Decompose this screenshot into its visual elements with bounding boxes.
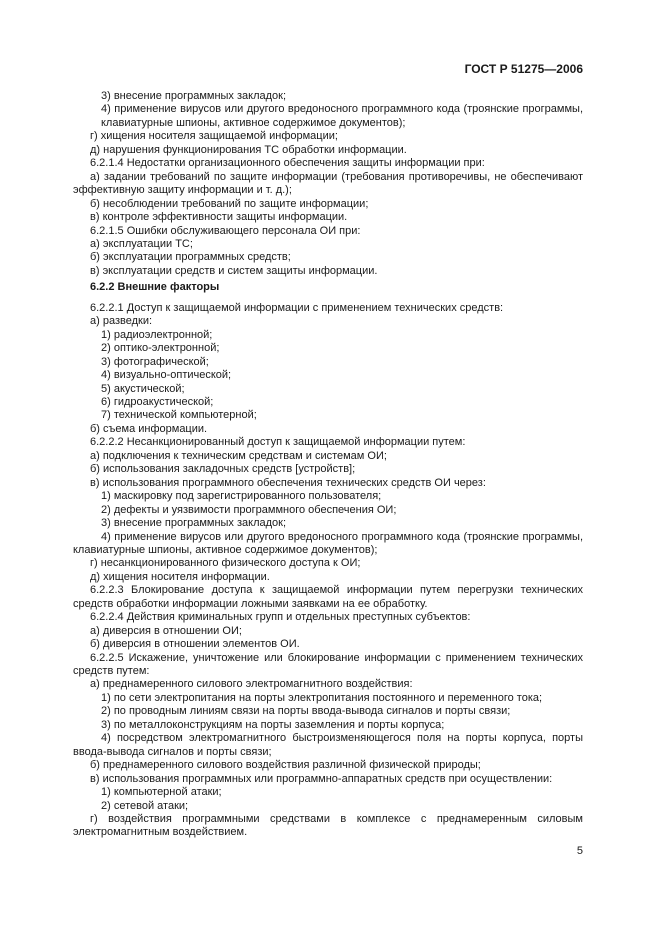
clause: 6.2.2.4 Действия криминальных групп и отдельных преступных субъектов: <box>90 611 471 624</box>
list-item: 7) технической компьютерной; <box>101 409 257 422</box>
list-item: в) эксплуатации средств и систем защиты информации. <box>90 264 378 277</box>
clause: 6.2.2.1 Доступ к защищаемой информации с применением технических средств: <box>90 301 504 314</box>
list-item: б) использования закладочных средств [устройств]; <box>90 463 356 476</box>
list-item: в) использования программного обеспечения технических средств ОИ через: <box>90 476 486 489</box>
list-item: в) контроле эффективности защиты информации. <box>90 211 348 224</box>
list-item: 4) посредством электромагнитного быстроизменяющегося поля на порты корпуса, порты ввода-вывода сигналов и порты связи; <box>73 732 583 758</box>
list-item: б) несоблюдении требований по защите информации; <box>90 197 369 210</box>
list-item: 5) акустической; <box>101 382 185 395</box>
document-header: ГОСТ Р 51275—2006 <box>464 62 583 76</box>
clause: 6.2.1.5 Ошибки обслуживающего персонала ОИ при: <box>90 224 361 237</box>
clause: 6.2.2.3 Блокирование доступа к защищаемой информации путем перегрузки технических средств обработки информации ложными заявками на ее обработку. <box>73 584 583 610</box>
page-number: 5 <box>576 845 583 857</box>
list-item: 2) сетевой атаки; <box>101 799 189 812</box>
list-item: 1) радиоэлектронной; <box>101 328 213 341</box>
list-item: 6) гидроакустической; <box>101 395 214 408</box>
list-item: 3) по металлоконструкциям на порты заземления и порты корпуса; <box>101 718 445 731</box>
list-item: д) нарушения функционирования ТС обработки информации. <box>90 143 407 156</box>
list-item: 4) применение вирусов или другого вредоносного программного кода (троянские программы, клавиатурные шпионы, активное содержимое документов); <box>101 103 583 129</box>
list-item: 4) визуально-оптической; <box>101 369 232 382</box>
list-item: б) преднамеренного силового воздействия различной физической природы; <box>90 759 481 772</box>
list-item: 2) по проводным линиям связи на порты ввода-вывода сигналов и порты связи; <box>101 705 511 718</box>
list-item: 1) компьютерной атаки; <box>101 786 222 799</box>
list-item: 3) внесение программных закладок; <box>101 90 287 102</box>
list-item: а) диверсия в отношении ОИ; <box>90 624 242 637</box>
clause: 6.2.2.2 Несанкционированный доступ к защищаемой информации путем: <box>90 436 466 449</box>
list-item: а) преднамеренного силового электромагнитного воздействия: <box>90 678 413 691</box>
list-item: 3) фотографической; <box>101 355 209 368</box>
list-item: 1) по сети электропитания на порты электропитания постоянного и переменного тока; <box>101 691 543 704</box>
list-item: а) подключения к техническим средствам и системам ОИ; <box>90 449 387 462</box>
list-item: 2) оптико-электронной; <box>101 342 220 355</box>
list-item: 4) применение вирусов или другого вредоносного программного кода (троянские программы, клавиатурные шпионы, активное содержимое документов); <box>73 530 583 556</box>
list-item: б) диверсия в отношении элементов ОИ. <box>90 638 300 651</box>
document-body <box>73 90 583 840</box>
list-item: а) разведки: <box>90 315 153 328</box>
list-item: г) хищения носителя защищаемой информации; <box>90 130 338 143</box>
clause: 6.2.1.4 Недостатки организационного обеспечения защиты информации при: <box>90 157 485 170</box>
list-item: б) эксплуатации программных средств; <box>90 251 291 264</box>
list-item: д) хищения носителя информации. <box>90 570 270 583</box>
list-item: г) несанкционированного физического доступа к ОИ; <box>90 557 361 570</box>
clause: 6.2.2.5 Искажение, уничтожение или блокирование информации с применением технических средств путем: <box>73 651 583 678</box>
list-item: 2) дефекты и уязвимости программного обеспечения ОИ; <box>101 503 397 516</box>
list-item: б) съема информации. <box>90 422 208 435</box>
list-item: а) эксплуатации ТС; <box>90 237 193 250</box>
section-heading: 6.2.2 Внешние факторы <box>90 281 220 294</box>
list-item: а) задании требований по защите информации (требования противоречивы, не обеспечивают эффективную защиту информации и т. д.); <box>73 170 583 197</box>
list-item: в) использования программных или программно-аппаратных средств при осуществлении: <box>90 772 553 785</box>
list-item: 1) маскировку под зарегистрированного пользователя; <box>101 490 382 503</box>
list-item: 3) внесение программных закладок; <box>101 517 287 530</box>
list-item: г) воздействия программными средствами в комплексе с преднамеренным силовым электромагнитным воздействием. <box>73 813 583 839</box>
